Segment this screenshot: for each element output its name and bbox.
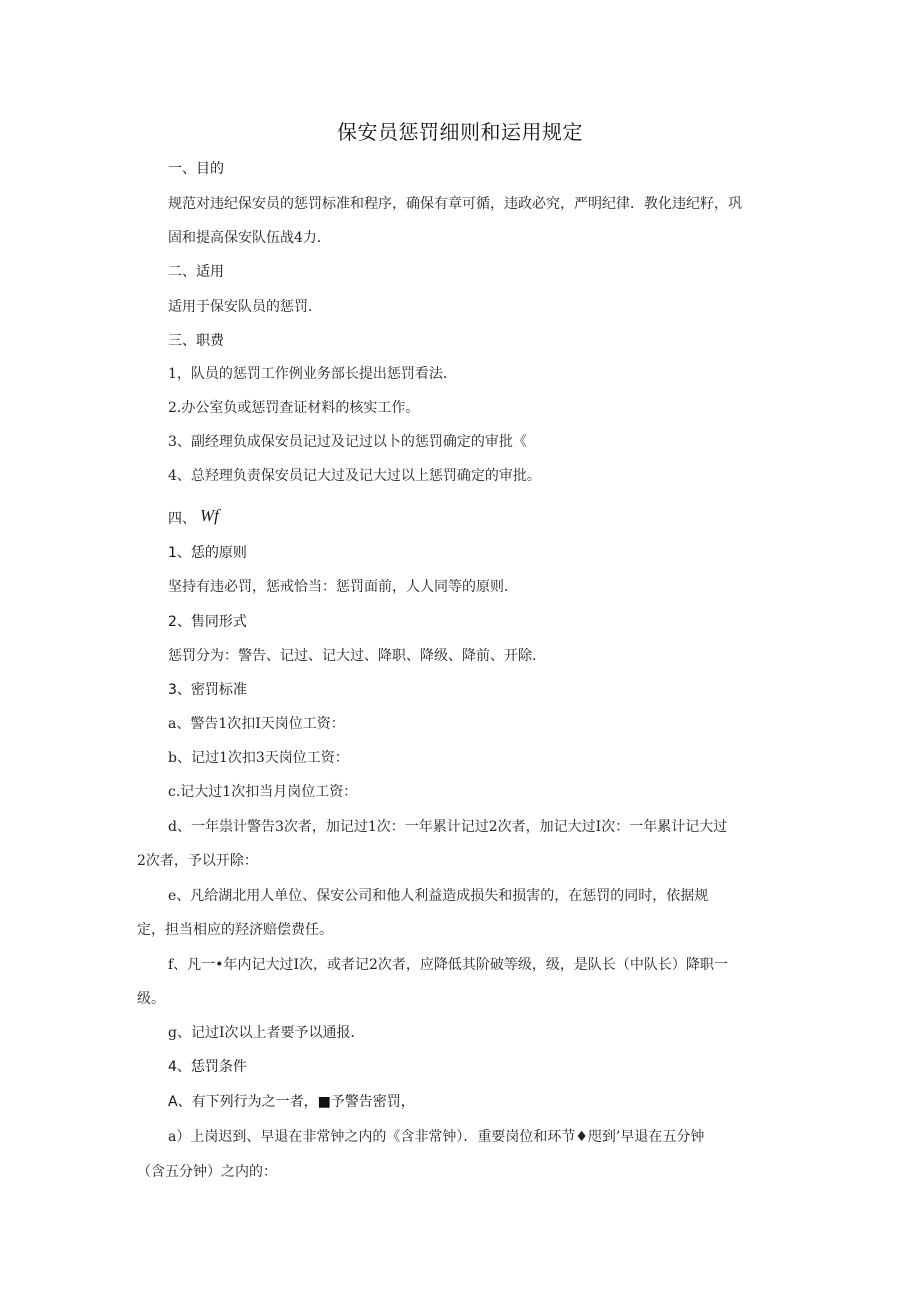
condition-item-a-line-2: （含五分钟）之内的： — [137, 1164, 277, 1180]
standard-item-g: g、记过I次以上者要予以通报． — [168, 1025, 365, 1041]
standard-item-c: c.记大过1次扣当月岗位工资： — [168, 784, 358, 800]
standard-item-e-line-2: 定，担当相应的羟济赔偿费任。 — [137, 922, 333, 938]
section-heading-duties: 三、职费 — [168, 333, 224, 349]
subheading-forms: 2、售同形式 — [168, 614, 247, 630]
section-heading-purpose: 一、目的 — [168, 161, 224, 177]
subheading-conditions: 4、恁罚条件 — [168, 1059, 247, 1075]
duty-item-3: 3、副经理负成保安员记过及记过以卜的惩罚确定的审批《 — [168, 434, 527, 450]
section-heading-scope: 二、适用 — [168, 264, 224, 280]
standard-item-a: a、警告1次扣I天岗位工资： — [168, 716, 345, 732]
standard-item-d-line-1: d、一年祟计警告3次者，加记过1次：一年累计记过2次者，加记大过I次：一年累计记大过 — [168, 819, 728, 835]
section-heading-four-prefix: 四、 — [168, 511, 196, 527]
paragraph-purpose-line-2: 固和提高保安队伍战4力． — [168, 230, 331, 246]
standard-item-d-line-2: 2次者，予以开除： — [137, 853, 258, 869]
standard-item-f-line-1: f、凡一•年内记大过I次，或者记2次者，应降低其阶破等级，级，是队长（中队长）降职一 — [168, 957, 728, 973]
duty-item-4: 4、总羟理负责保安员记大过及记大过以上惩罚确定的审批。 — [168, 468, 541, 484]
subheading-standards: 3、密罚标准 — [168, 682, 247, 698]
section-heading-four-text: Wf — [200, 506, 219, 525]
paragraph-purpose-line-1: 规范对违纪保安员的惩罚标准和程序，确保有章可循，违政必究，严明纪律．教化违纪籽，巩 — [168, 196, 742, 212]
duty-item-1: 1，队员的惩罚工作例业务部长提出惩罚看法． — [168, 366, 457, 382]
condition-group-a: A、有下列行为之一者，■予警告密罚， — [168, 1094, 415, 1110]
paragraph-forms: 惩罚分为：警告、记过、记大过、降职、降级、降前、开除． — [168, 648, 546, 664]
condition-item-a-line-1: a）上岗迟到、早退在非常钟之内的《含非常钟）．重要岗位和环节♦咫到’早退在五分钟 — [168, 1129, 705, 1145]
paragraph-principle: 坚持有违必罚，惩戒恰当：惩罚面前，人人同等的原则． — [168, 579, 518, 595]
standard-item-f-line-2: 级。 — [137, 991, 165, 1007]
document-title: 保安员惩罚细则和运用规定 — [337, 120, 583, 144]
duty-item-2: 2.办公室负或惩罚查证材料的核实工作。 — [168, 400, 420, 416]
standard-item-e-line-1: e、凡给湖北用人单位、保安公司和他人利益造成损失和损害的，在惩罚的同时，依据规 — [168, 888, 709, 904]
standard-item-b: b、记过1次扣3天岗位工资： — [168, 750, 349, 766]
paragraph-scope: 适用于保安队员的惩罚． — [168, 299, 322, 315]
subheading-principle: 1、恁的原则 — [168, 545, 247, 561]
